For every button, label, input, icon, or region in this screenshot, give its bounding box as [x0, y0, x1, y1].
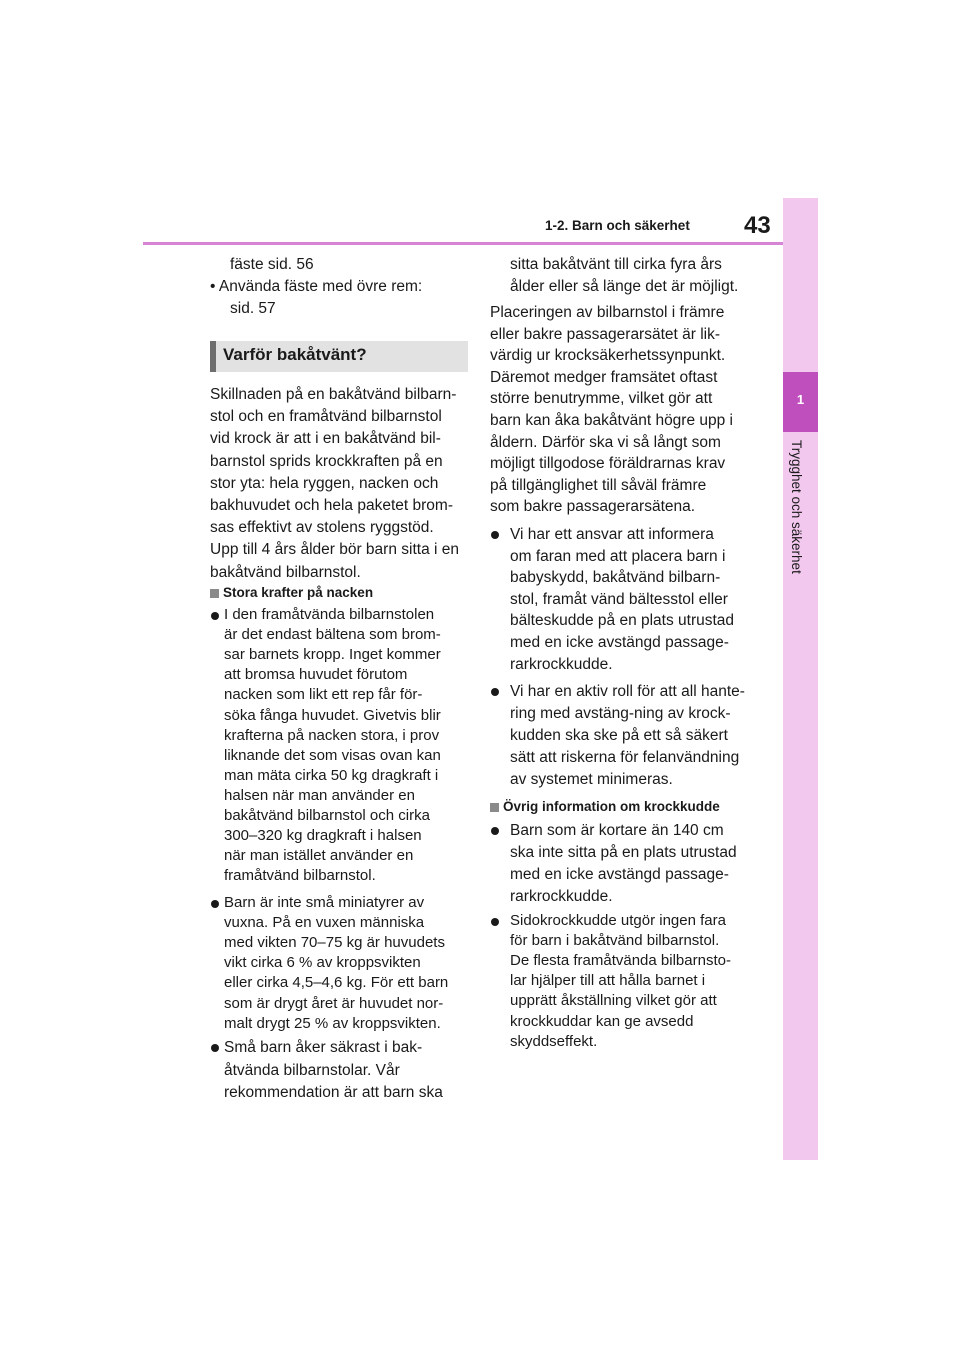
- text-line: Vi har ett ansvar att informera: [510, 526, 714, 543]
- intro-line: fäste sid. 56: [230, 256, 314, 273]
- bullet-icon: [491, 827, 499, 835]
- text-line: sas effektivt av stolens ryggstöd.: [210, 519, 434, 537]
- text-line: skyddseffekt.: [510, 1032, 598, 1050]
- text-line: stol, framåt vänd bältesstol eller: [510, 590, 728, 608]
- header-divider: [143, 242, 783, 245]
- subheading-airbag-info: Övrig information om krockkudde: [503, 799, 720, 814]
- text-line: nacken som likt ett rep får för-: [224, 686, 423, 704]
- text-line: av systemet minimeras.: [510, 771, 673, 788]
- text-line: möjligt tillgodose föräldrarnas krav: [490, 455, 726, 473]
- text-line: Barn är inte små miniatyrer av: [224, 894, 425, 911]
- page-number: 43: [744, 212, 771, 239]
- section-heading: Varför bakåtvänt?: [223, 345, 367, 364]
- text-line: bakåtvänd bilbarnstol och cirka: [224, 807, 430, 824]
- bullet-icon: [491, 531, 499, 539]
- text-line: liknande det som visas ovan kan: [224, 746, 441, 764]
- text-line: Sidokrockkudde utgör ingen fara: [510, 912, 726, 929]
- text-line: med en icke avstängd passage-: [510, 634, 729, 651]
- text-line: sitta bakåtvänt till cirka fyra års: [510, 256, 722, 273]
- section-title: 1-2. Barn och säkerhet: [545, 218, 690, 233]
- text-line: barn kan åka bakåtvänt högre upp i: [490, 412, 734, 429]
- text-line: Små barn åker säkrast i bak-: [224, 1039, 423, 1056]
- text-line: barnstol sprids krockkraften på en: [210, 452, 443, 470]
- text-line: när man istället använder en: [224, 847, 414, 865]
- text-line: vuxna. På en vuxen människa: [224, 914, 425, 932]
- text-line: lar hjälper till att hålla barnet i: [510, 972, 706, 990]
- text-line: som bakre passagerarsätena.: [490, 498, 696, 516]
- text-line: upprätt åkställning vilket gör att: [510, 992, 717, 1010]
- text-line: bakhuvudet och hela paketet brom-: [210, 497, 453, 514]
- text-line: Upp till 4 års ålder bör barn sitta i en: [210, 541, 459, 559]
- text-line: malt drygt 25 % av kroppsvikten.: [224, 1014, 441, 1032]
- text-line: är det endast bältena som brom-: [224, 626, 441, 644]
- text-line: De flesta framåtvända bilbarnsto-: [510, 952, 731, 970]
- text-line: för barn i bakåtvänd bilbarnstol.: [510, 932, 720, 950]
- subheading-marker: [490, 803, 499, 812]
- subheading-marker: [210, 589, 219, 598]
- intro-bullet: • Använda fäste med övre rem:: [210, 278, 423, 295]
- bullet-icon: [211, 900, 219, 908]
- text-line: på tillgänglighet till såväl främre: [490, 476, 707, 494]
- intro-bullet-cont: sid. 57: [230, 300, 276, 317]
- text-line: att bromsa huvudet förutom: [224, 666, 408, 684]
- text-line: krafterna på nacken stora, i prov: [224, 726, 440, 744]
- text-line: sätt att riskerna för felanvändning: [510, 749, 740, 766]
- text-line: bälteskudde på en plats utrustad: [510, 612, 735, 630]
- text-line: rekommendation är att barn ska: [224, 1084, 443, 1101]
- text-line: med en icke avstängd passage-: [510, 866, 729, 883]
- text-line: 300–320 kg dragkraft i halsen: [224, 827, 422, 845]
- text-line: söka fånga huvudet. Givetvis blir: [224, 706, 441, 724]
- subheading-neck-forces: Stora krafter på nacken: [223, 585, 374, 600]
- text-line: eller bakre passagerarsätet är lik-: [490, 325, 721, 343]
- text-line: vid krock är att i en bakåtvänd bil-: [210, 430, 441, 448]
- bullet-icon: [491, 688, 499, 696]
- text-line: eller cirka 4,5–4,6 kg. För ett barn: [224, 974, 449, 992]
- text-line: Barn som är kortare än 140 cm: [510, 822, 724, 839]
- text-line: Placeringen av bilbarnstol i främre: [490, 304, 725, 321]
- text-line: åldern. Därför ska vi så långt som: [490, 433, 721, 451]
- text-line: Vi har en aktiv roll för att all hante-: [510, 683, 745, 700]
- text-line: som är drygt året är huvudet nor-: [224, 994, 444, 1012]
- text-line: åtvända bilbarnstolar. Vår: [224, 1061, 400, 1079]
- bullet-icon: [211, 612, 219, 620]
- text-line: rarkrockkudde.: [510, 888, 613, 905]
- text-line: kudden ska ske på ett så säkert: [510, 727, 728, 744]
- bullet-icon: [491, 918, 499, 926]
- text-line: bakåtvänd bilbarnstol.: [210, 563, 361, 581]
- text-line: man mäta cirka 50 kg dragkraft i: [224, 766, 439, 784]
- text-line: större benutrymme, vilket gör att: [490, 390, 713, 408]
- chapter-title: Trygghet och säkerhet: [789, 440, 804, 574]
- text-line: sar barnets kropp. Inget kommer: [224, 646, 441, 664]
- bullet-icon: [211, 1044, 219, 1052]
- text-line: ska inte sitta på en plats utrustad: [510, 844, 737, 861]
- text-line: stor yta: hela ryggen, nacken och: [210, 474, 439, 492]
- chapter-number: 1: [796, 392, 805, 407]
- text-line: halsen när man använder en: [224, 786, 415, 804]
- text-line: I den framåtvända bilbarnstolen: [224, 606, 435, 623]
- text-line: stol och en framåtvänd bilbarnstol: [210, 408, 442, 426]
- text-line: framåtvänd bilbarnstol.: [224, 867, 376, 885]
- text-line: babyskydd, bakåtvänd bilbarn-: [510, 569, 721, 587]
- text-line: Däremot medger framsätet oftast: [490, 368, 718, 386]
- text-line: värdig ur krocksäkerhetssynpunkt.: [490, 347, 726, 365]
- text-line: ålder eller så länge det är möjligt.: [510, 278, 739, 295]
- text-line: rarkrockkudde.: [510, 655, 613, 673]
- text-line: om faran med att placera barn i: [510, 547, 726, 565]
- text-line: ring med avstäng-ning av krock-: [510, 705, 731, 722]
- text-line: Skillnaden på en bakåtvänd bilbarn-: [210, 386, 457, 403]
- text-line: med vikten 70–75 kg är huvudets: [224, 934, 445, 952]
- text-line: krockkuddar kan ge avsedd: [510, 1012, 694, 1030]
- text-line: vikt cirka 6 % av kroppsvikten: [224, 954, 421, 972]
- chapter-side-tab: [783, 198, 818, 1160]
- section-heading-accent: [210, 341, 216, 372]
